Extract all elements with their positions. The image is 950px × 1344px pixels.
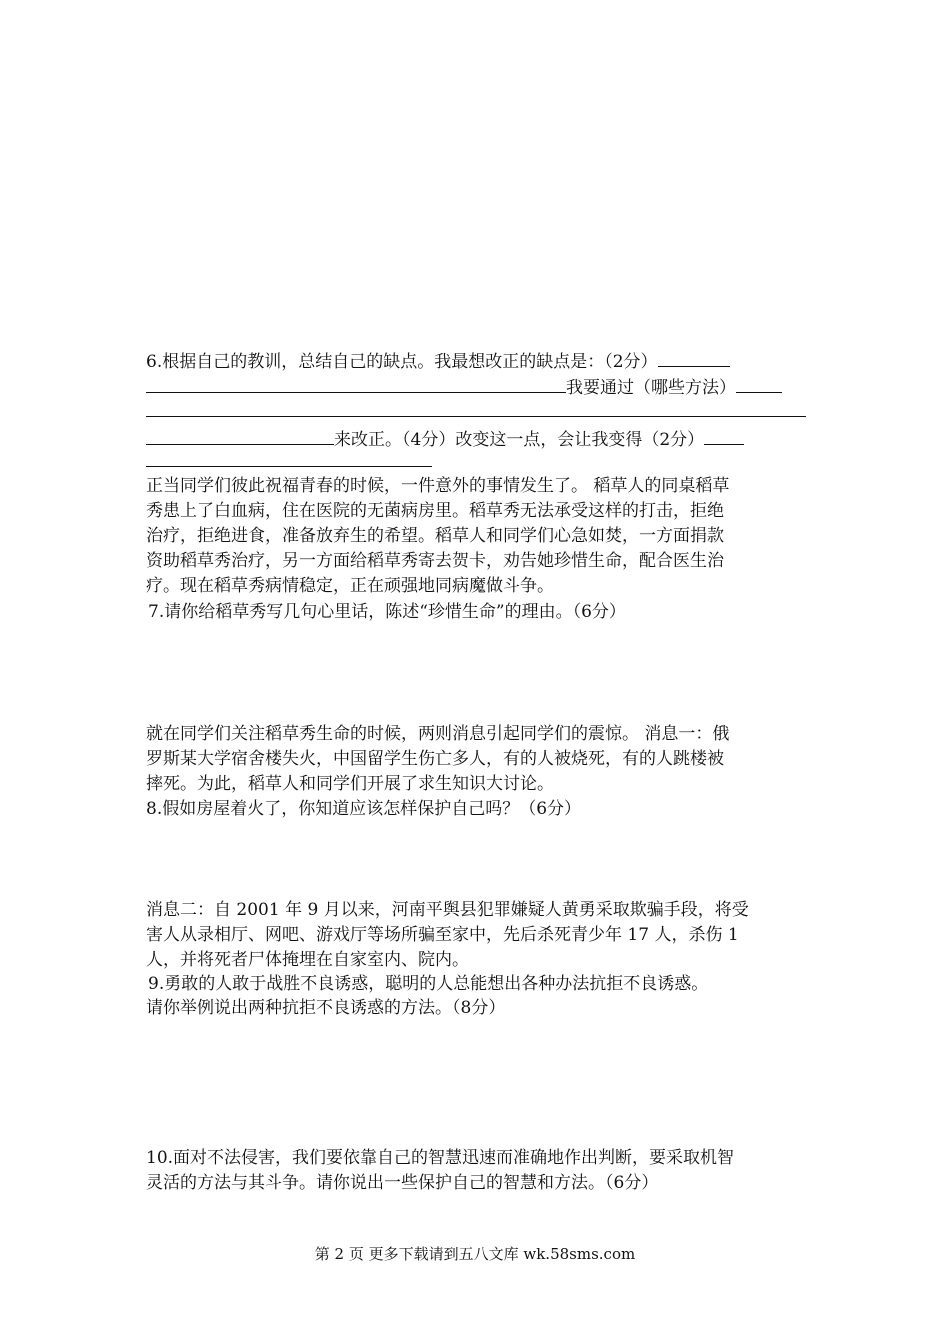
- q9-answer-area[interactable]: [146, 1024, 806, 1144]
- q6-line4: [146, 426, 744, 452]
- story3-line: 害人从录相厅、网吧、游戏厅等场所骗至家中，先后杀死青少年 17 人，杀伤 1: [146, 925, 739, 945]
- story3-line: 消息二：自 2001 年 9 月以来，河南平舆县犯罪嫌疑人黄勇采取欺骗手段，将受: [146, 900, 749, 920]
- answer-line[interactable]: [146, 466, 432, 467]
- q8-answer-area[interactable]: [146, 824, 806, 894]
- answer-blank[interactable]: [704, 426, 744, 445]
- story3-line: 人，并将死者尸体掩埋在自家室内、院内。: [146, 950, 469, 970]
- answer-line[interactable]: [146, 416, 806, 417]
- story2-line: 摔死。为此，稻草人和同学们开展了求生知识大讨论。: [146, 774, 554, 794]
- story1-line: 疗。现在稻草秀病情稳定，正在顽强地同病魔做斗争。: [146, 576, 554, 596]
- story2-line: 罗斯某大学宿舍楼失火，中国留学生伤亡多人，有的人被烧死，有的人跳楼被: [146, 749, 724, 769]
- story1-line: 资助稻草秀治疗，另一方面给稻草秀寄去贺卡，劝告她珍惜生命，配合医生治: [146, 551, 724, 571]
- answer-blank[interactable]: [658, 348, 730, 367]
- q7: 7.请你给稻草秀写几句心里话，陈述“珍惜生命”的理由。（6分）: [148, 602, 626, 622]
- story2-line: 就在同学们关注稻草秀生命的时候，两则消息引起同学们的震惊。 消息一：俄: [146, 724, 730, 744]
- q10-line: 灵活的方法与其斗争。请你说出一些保护自己的智慧和方法。（6分）: [146, 1173, 659, 1193]
- story1-line: 正当同学们彼此祝福青春的时候，一件意外的事情发生了。 稻草人的同桌稻草: [146, 476, 730, 496]
- answer-blank[interactable]: [146, 426, 334, 445]
- answer-blank[interactable]: [736, 374, 782, 393]
- q6-method-text: 我要通过（哪些方法）: [566, 378, 736, 398]
- answer-blank[interactable]: [146, 374, 566, 393]
- q8: 8.假如房屋着火了，你知道应该怎样保护自己吗？（6分）: [146, 799, 582, 819]
- page-footer: 第 2 页 更多下载请到五八文库 wk.58sms.com: [314, 1245, 636, 1263]
- q6-correct-text: 来改正。（4分）改变这一点，会让我变得（2分）: [334, 430, 705, 450]
- q9-line: 请你举例说出两种抗拒不良诱惑的方法。（8分）: [146, 998, 506, 1018]
- q6-line2: [146, 374, 782, 400]
- q6-prompt: 6.根据自己的教训，总结自己的缺点。我最想改正的缺点是：（2分）: [146, 352, 658, 372]
- q6-line1: [146, 348, 730, 374]
- q7-answer-area[interactable]: [146, 628, 806, 720]
- q10-line: 10.面对不法侵害，我们要依靠自己的智慧迅速而准确地作出判断，要采取机智: [146, 1148, 735, 1168]
- story1-line: 秀患上了白血病，住在医院的无菌病房里。稻草秀无法承受这样的打击，拒绝: [146, 501, 724, 521]
- q9-line: 9.勇敢的人敢于战胜不良诱惑，聪明的人总能想出各种办法抗拒不良诱惑。: [148, 974, 709, 994]
- story1-line: 治疗，拒绝进食，准备放弃生的希望。稻草人和同学们心急如焚，一方面捐款: [146, 526, 724, 546]
